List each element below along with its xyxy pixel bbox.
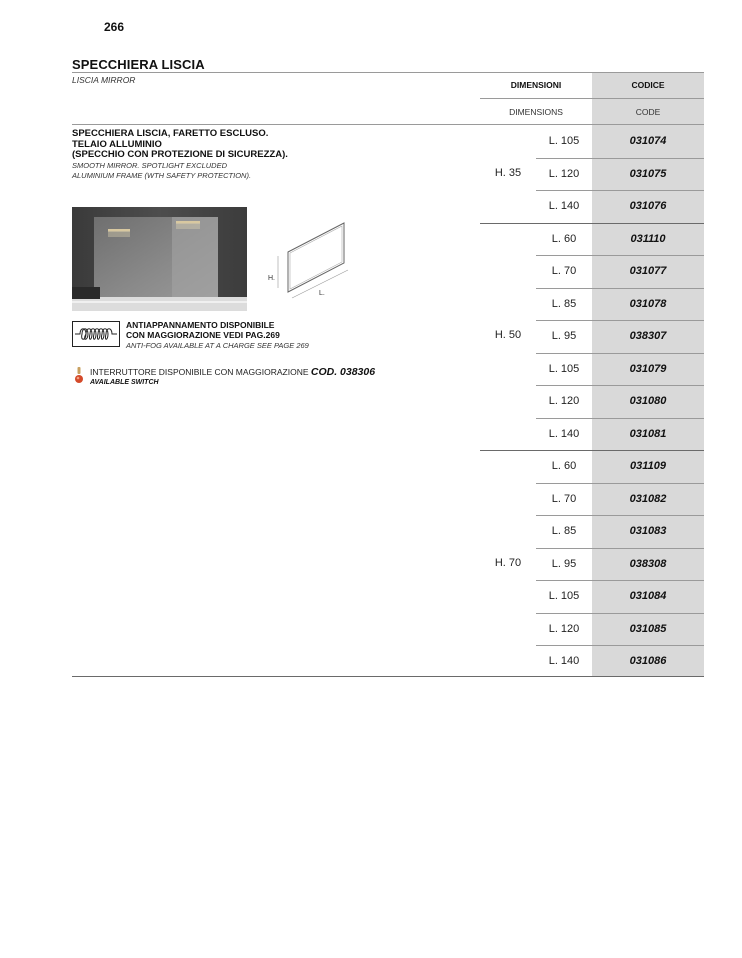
length-cell: L. 140 bbox=[548, 427, 580, 440]
height-cell: H. 70 bbox=[494, 556, 522, 569]
row-divider bbox=[536, 190, 704, 191]
code-cell: 031082 bbox=[629, 492, 667, 505]
length-cell: L. 105 bbox=[548, 135, 580, 147]
row-divider bbox=[536, 580, 704, 581]
length-cell: L. 120 bbox=[548, 622, 580, 635]
switch-code: COD. 038306 bbox=[310, 366, 376, 378]
description-it-line: (SPECCHIO CON PROTEZIONE DI SICUREZZA). bbox=[72, 149, 288, 160]
antifog-english: ANTI-FOG AVAILABLE AT A CHARGE SEE PAGE 269 bbox=[126, 341, 309, 350]
switch-icon bbox=[74, 366, 84, 386]
code-cell: 031076 bbox=[629, 200, 667, 212]
antifog-coil-icon bbox=[72, 321, 120, 347]
row-divider bbox=[536, 548, 704, 549]
antifog-note bbox=[126, 320, 280, 340]
description-it-line: SPECCHIERA LISCIA, FARETTO ESCLUSO. bbox=[72, 128, 269, 139]
code-cell: 038308 bbox=[629, 557, 667, 570]
header-separator bbox=[480, 98, 704, 99]
length-cell: L. 95 bbox=[551, 557, 577, 570]
length-cell: L. 105 bbox=[548, 590, 580, 602]
code-cell: 038307 bbox=[629, 330, 667, 342]
code-cell: 031084 bbox=[629, 590, 667, 602]
description-it-line: TELAIO ALLUMINIO bbox=[72, 138, 162, 150]
length-cell: L. 60 bbox=[551, 232, 577, 245]
length-cell: L. 60 bbox=[551, 460, 577, 472]
switch-note bbox=[90, 366, 375, 378]
code-cell: 031081 bbox=[629, 427, 667, 440]
row-divider bbox=[536, 385, 704, 386]
page-number: 266 bbox=[104, 20, 125, 34]
description-en-line: SMOOTH MIRROR. SPOTLIGHT EXCLUDED bbox=[72, 161, 228, 170]
header-dimensions-en: DIMENSIONS bbox=[509, 107, 563, 117]
height-label: H. bbox=[268, 275, 275, 282]
code-cell: 031080 bbox=[629, 395, 667, 407]
antifog-line: ANTIAPPANNAMENTO DISPONIBILE bbox=[126, 320, 275, 330]
switch-english: AVAILABLE SWITCH bbox=[90, 379, 159, 386]
row-divider bbox=[536, 515, 704, 516]
code-cell: 031079 bbox=[629, 362, 667, 375]
length-cell: L. 105 bbox=[548, 362, 580, 375]
row-divider bbox=[536, 320, 704, 321]
table-bottom-divider bbox=[72, 676, 704, 677]
dimension-diagram bbox=[262, 218, 354, 300]
code-cell: 031086 bbox=[629, 655, 667, 667]
row-divider bbox=[536, 288, 704, 289]
switch-text: INTERRUTTORE DISPONIBILE CON MAGGIORAZIONE bbox=[90, 367, 311, 377]
code-cell: 031078 bbox=[629, 297, 667, 310]
description-italian bbox=[72, 129, 288, 161]
length-cell: L. 95 bbox=[551, 330, 577, 342]
row-divider bbox=[536, 418, 704, 419]
row-divider bbox=[536, 613, 704, 614]
row-divider bbox=[536, 158, 704, 159]
length-cell: L. 70 bbox=[551, 265, 577, 277]
header-dimensions-it: DIMENSIONI bbox=[510, 80, 562, 90]
length-cell: L. 120 bbox=[548, 167, 580, 180]
antifog-line: CON MAGGIORAZIONE VEDI PAG.269 bbox=[126, 330, 280, 340]
row-divider bbox=[536, 483, 704, 484]
page-title: SPECCHIERA LISCIA bbox=[72, 57, 205, 72]
header-code-en: CODE bbox=[592, 99, 704, 125]
code-cell: 031083 bbox=[629, 525, 667, 537]
code-cell: 031074 bbox=[629, 135, 667, 147]
length-cell: L. 140 bbox=[548, 200, 580, 212]
code-cell: 031075 bbox=[629, 167, 667, 180]
length-label: L. bbox=[319, 290, 325, 297]
length-cell: L. 120 bbox=[548, 395, 580, 407]
length-cell: L. 70 bbox=[551, 492, 577, 505]
page-subtitle: LISCIA MIRROR bbox=[72, 75, 136, 85]
row-divider bbox=[536, 255, 704, 256]
length-cell: L. 85 bbox=[551, 525, 577, 537]
code-cell: 031110 bbox=[630, 232, 666, 245]
height-cell: H. 50 bbox=[494, 329, 522, 342]
group-divider bbox=[480, 450, 704, 451]
length-cell: L. 140 bbox=[548, 655, 580, 667]
code-cell: 031085 bbox=[629, 622, 667, 635]
code-cell: 031077 bbox=[629, 265, 667, 277]
description-en-line: ALUMINIUM FRAME (WTH SAFETY PROTECTION). bbox=[72, 171, 252, 180]
product-photo bbox=[72, 207, 247, 311]
group-divider bbox=[480, 223, 704, 224]
description-english bbox=[72, 161, 251, 181]
height-cell: H. 35 bbox=[494, 166, 522, 179]
row-divider bbox=[536, 353, 704, 354]
length-cell: L. 85 bbox=[551, 297, 577, 310]
row-divider bbox=[536, 645, 704, 646]
code-cell: 031109 bbox=[630, 460, 666, 472]
header-code-it: CODICE bbox=[592, 73, 704, 98]
